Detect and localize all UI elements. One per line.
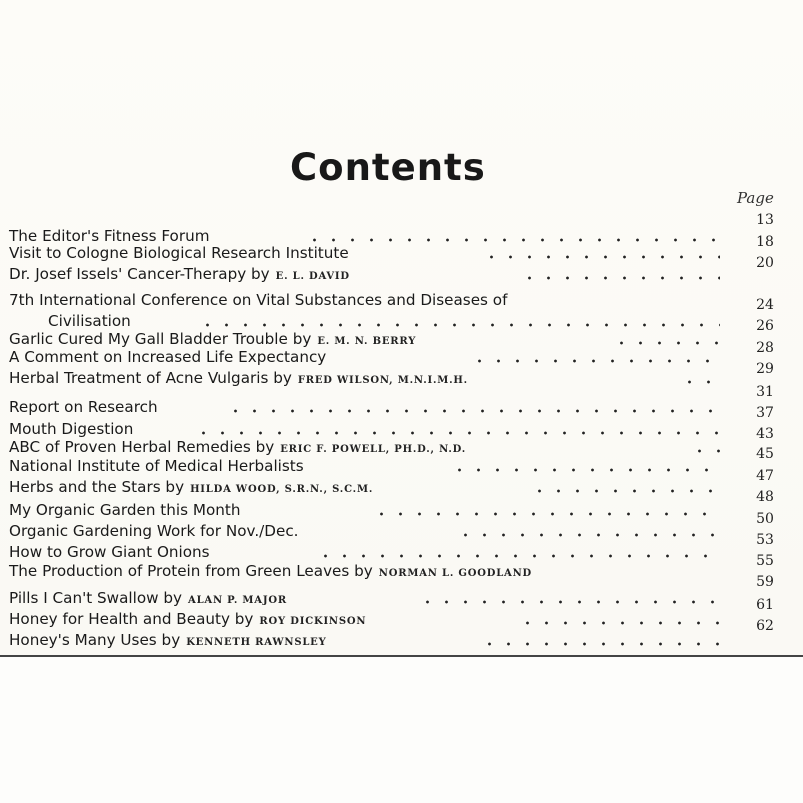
leader-dots bbox=[418, 600, 720, 604]
toc-entry bbox=[9, 521, 299, 541]
toc-entry bbox=[9, 290, 507, 310]
entry-title: Honey for Health and Beauty by bbox=[9, 610, 254, 628]
page-number: 47 bbox=[756, 468, 774, 484]
leader-dots bbox=[520, 276, 720, 280]
entry-title: National Institute of Medical Herbalists bbox=[9, 457, 304, 475]
leader-dots bbox=[690, 449, 720, 453]
leader-dots bbox=[226, 409, 720, 413]
page-number: 26 bbox=[756, 318, 774, 334]
page-number: 29 bbox=[756, 361, 774, 377]
leader-dots bbox=[372, 512, 720, 516]
leader-dots bbox=[680, 380, 720, 384]
toc-entry bbox=[9, 561, 532, 581]
page-number: 59 bbox=[756, 574, 774, 590]
entry-author: HILDA WOOD, S.R.N., S.C.M. bbox=[190, 484, 374, 495]
entry-title: Pills I Can't Swallow by bbox=[9, 589, 183, 607]
leader-dots bbox=[316, 554, 720, 558]
leader-dots bbox=[530, 489, 720, 493]
entry-title: Report on Research bbox=[9, 398, 158, 416]
entry-title: Mouth Digestion bbox=[9, 420, 134, 438]
entry-author: KENNETH RAWNSLEY bbox=[186, 637, 327, 648]
entry-title: Honey's Many Uses by bbox=[9, 631, 181, 649]
page-number: 50 bbox=[756, 511, 774, 527]
toc-entry bbox=[9, 243, 349, 263]
entry-author: ERIC F. POWELL, PH.D., N.D. bbox=[280, 444, 467, 455]
page-number: 28 bbox=[756, 340, 774, 356]
page-number: 61 bbox=[756, 597, 774, 613]
toc-entry bbox=[9, 500, 240, 520]
leader-dots bbox=[518, 621, 720, 625]
page-number: 18 bbox=[756, 234, 774, 250]
toc-entry bbox=[9, 347, 326, 367]
toc-entry bbox=[9, 437, 466, 457]
leader-dots bbox=[198, 323, 720, 327]
toc-entry bbox=[9, 588, 287, 608]
entry-title: How to Grow Giant Onions bbox=[9, 543, 210, 561]
page-number: 62 bbox=[756, 618, 774, 634]
toc-entry bbox=[9, 477, 373, 497]
entry-title: Herbal Treatment of Acne Vulgaris by bbox=[9, 369, 292, 387]
toc-entry bbox=[9, 456, 304, 476]
page-number: 24 bbox=[756, 297, 774, 313]
entry-title: 7th International Conference on Vital Substances and Diseases of bbox=[9, 291, 508, 309]
contents-title: Contents bbox=[290, 146, 486, 189]
entry-author: NORMAN L. GOODLAND bbox=[378, 568, 533, 579]
page-number: 31 bbox=[756, 384, 774, 400]
toc-entry bbox=[9, 630, 327, 650]
toc-entry bbox=[9, 419, 133, 439]
entry-author: ROY DICKINSON bbox=[259, 616, 367, 627]
page-column-header: Page bbox=[737, 189, 774, 207]
leader-dots bbox=[456, 533, 720, 537]
toc-entry bbox=[9, 397, 158, 417]
page-number: 53 bbox=[756, 532, 774, 548]
leader-dots bbox=[482, 255, 720, 259]
leader-dots bbox=[450, 468, 720, 472]
entry-title: Organic Gardening Work for Nov./Dec. bbox=[9, 522, 299, 540]
entry-title: Dr. Josef Issels' Cancer-Therapy by bbox=[9, 265, 270, 283]
leader-dots bbox=[480, 642, 720, 646]
toc-entry bbox=[48, 311, 131, 331]
page-number: 43 bbox=[756, 426, 774, 442]
entry-title: Garlic Cured My Gall Bladder Trouble by bbox=[9, 330, 312, 348]
entry-title: ABC of Proven Herbal Remedies by bbox=[9, 438, 275, 456]
leader-dots bbox=[194, 431, 720, 435]
entry-title: The Production of Protein from Green Leaves by bbox=[9, 562, 373, 580]
page-number: 48 bbox=[756, 489, 774, 505]
leader-dots bbox=[305, 238, 720, 242]
toc-entry bbox=[9, 329, 416, 349]
entry-author: E. L. DAVID bbox=[275, 271, 350, 282]
entry-title: A Comment on Increased Life Expectancy bbox=[9, 348, 327, 366]
entry-author: ALAN P. MAJOR bbox=[188, 595, 287, 606]
entry-title: The Editor's Fitness Forum bbox=[9, 227, 210, 245]
entry-title: My Organic Garden this Month bbox=[9, 501, 241, 519]
leader-dots bbox=[470, 359, 720, 363]
entry-title: Herbs and the Stars by bbox=[9, 478, 185, 496]
toc-entry bbox=[9, 542, 210, 562]
toc-entry bbox=[9, 368, 468, 388]
page-number: 37 bbox=[756, 405, 774, 421]
entry-author: FRED WILSON, M.N.I.M.H. bbox=[297, 375, 468, 386]
entry-title: Visit to Cologne Biological Research Institute bbox=[9, 244, 349, 262]
entry-title: Civilisation bbox=[48, 312, 131, 330]
toc-entry bbox=[9, 609, 366, 629]
entry-author: E. M. N. BERRY bbox=[317, 336, 417, 347]
page-number: 45 bbox=[756, 446, 774, 462]
page-number: 55 bbox=[756, 553, 774, 569]
page-number: 20 bbox=[756, 255, 774, 271]
leader-dots bbox=[612, 341, 720, 345]
toc-entry bbox=[9, 264, 350, 284]
bottom-margin bbox=[0, 657, 803, 803]
page-number: 13 bbox=[756, 212, 774, 228]
